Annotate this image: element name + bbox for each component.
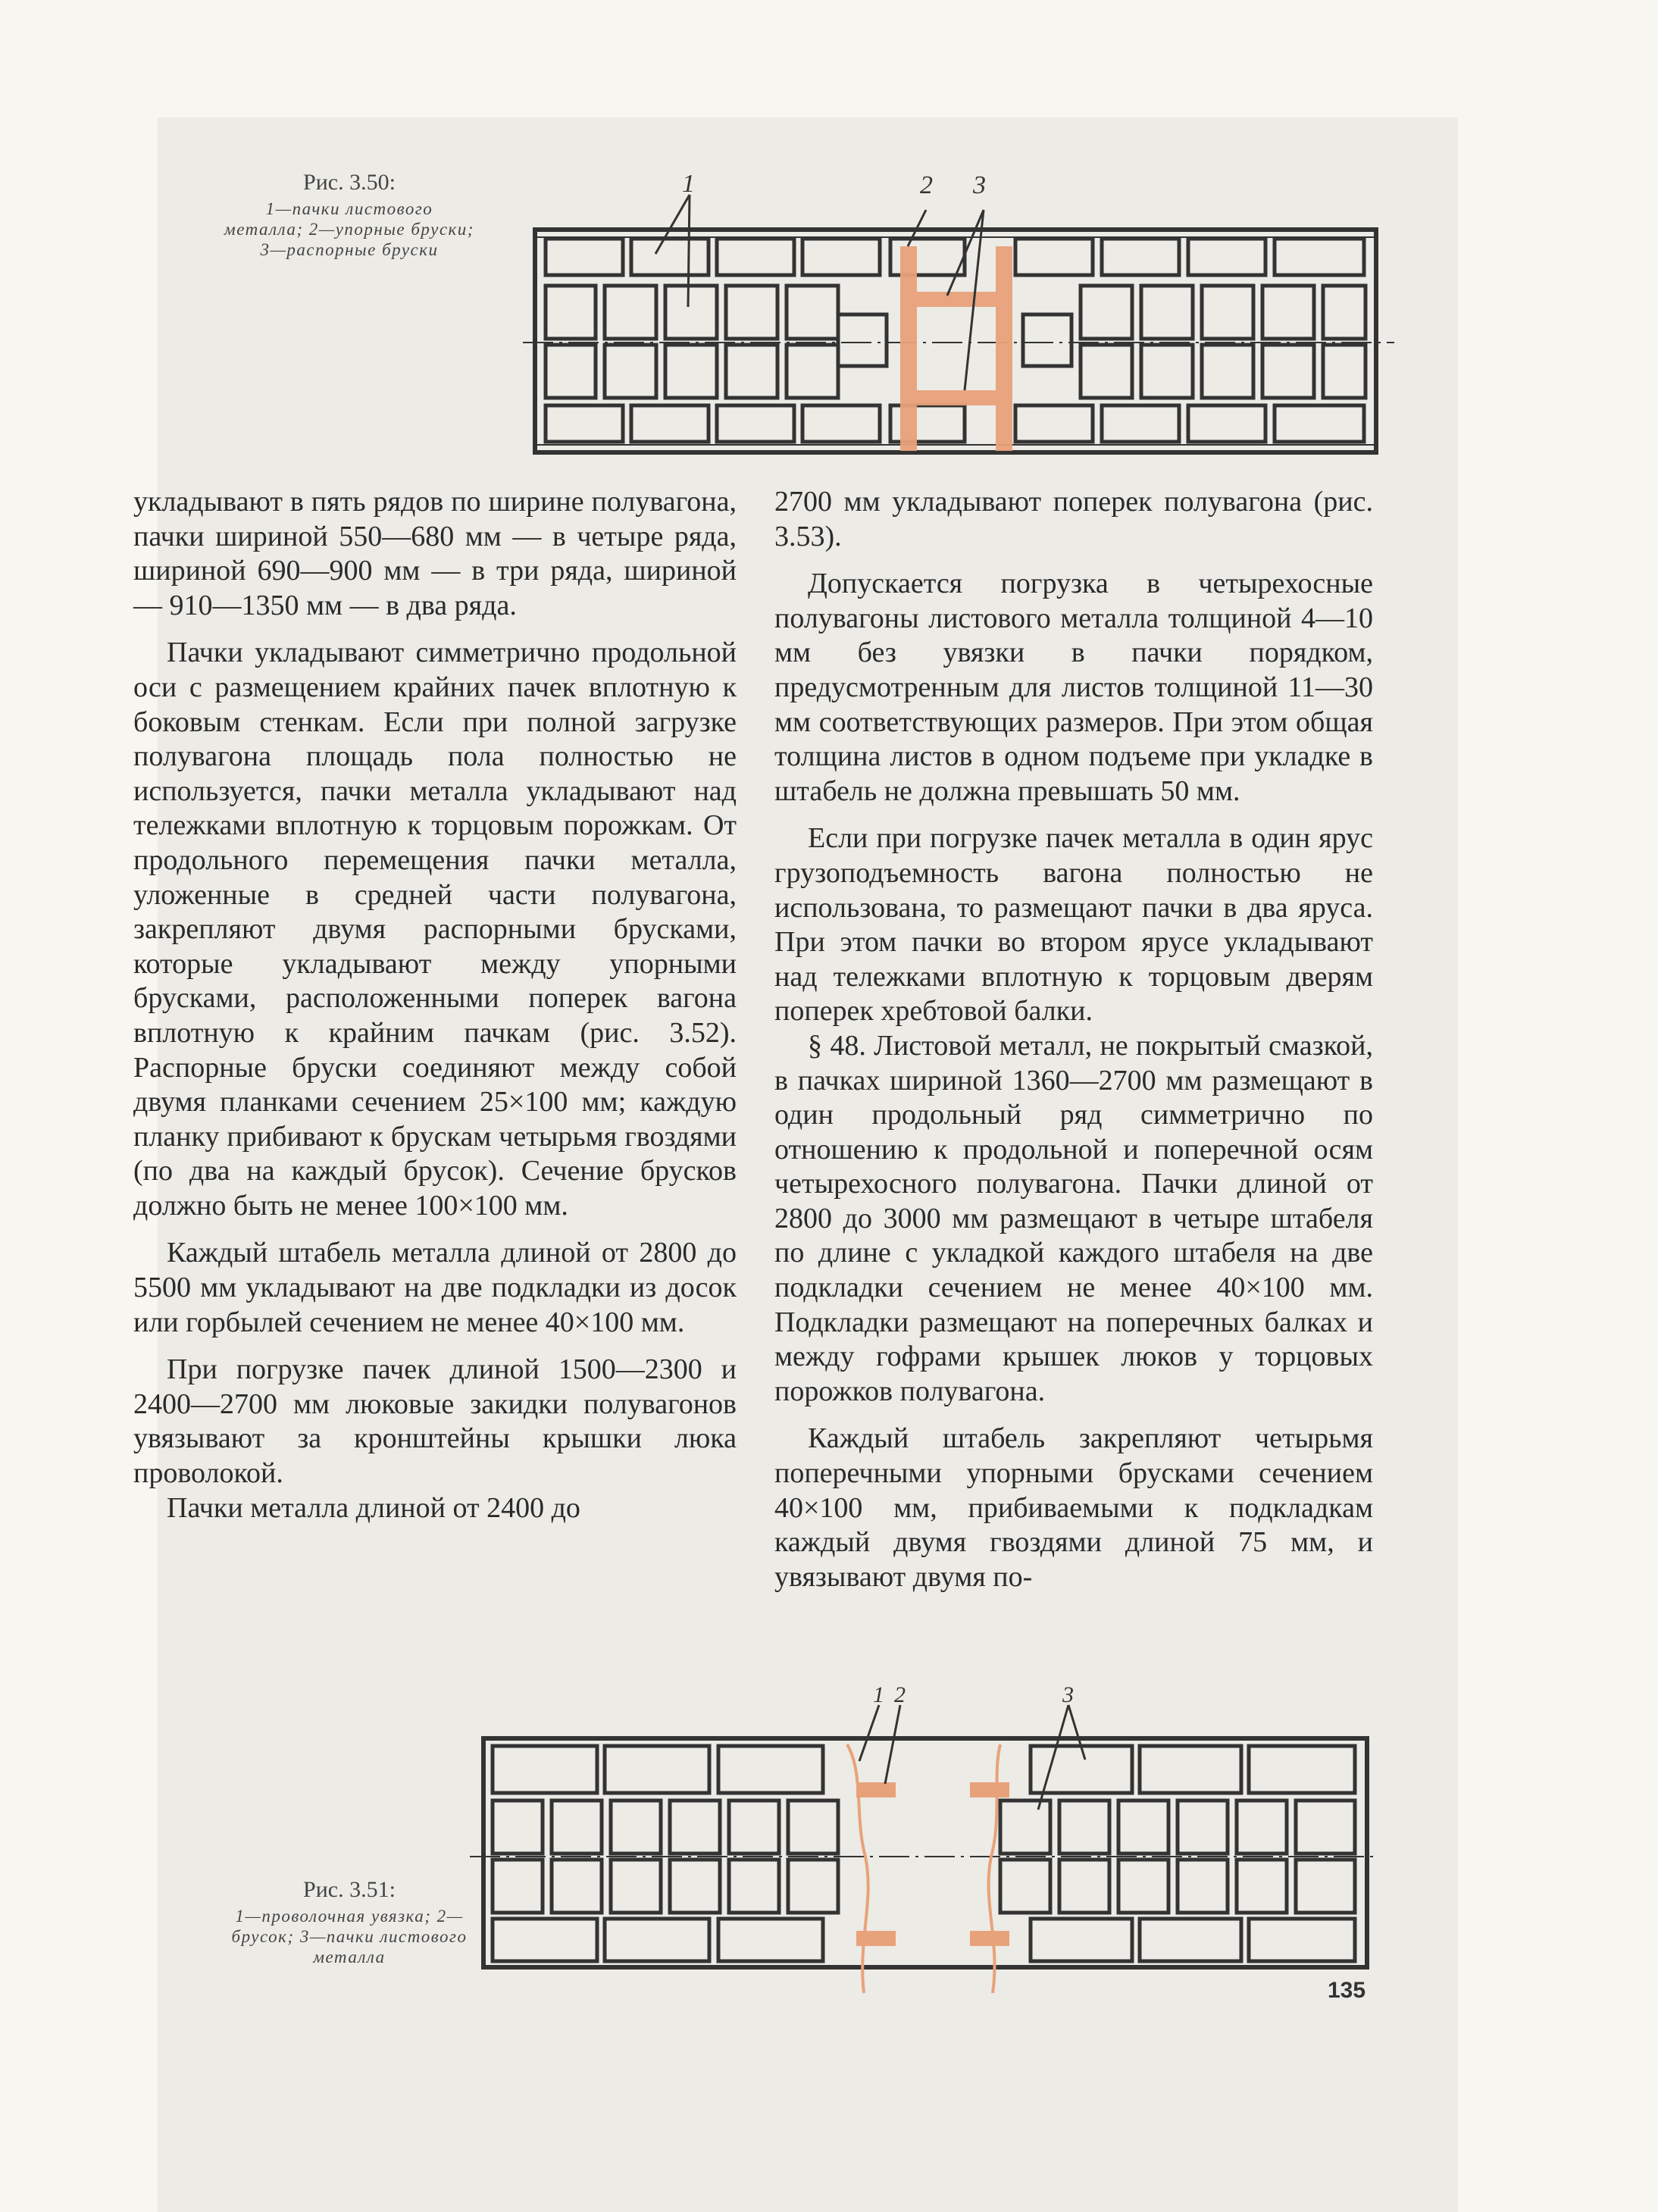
left-paragraph-3: Каждый штабель металла длиной от 2800 до 5500 мм укладывают на две подкладки из досок или горбылей сечением не менее 40×100 мм. <box>133 1237 737 1338</box>
right-paragraph-5: Каждый штабель закрепляют четырьмя поперечными упорными брусками сечением 40×100 мм, прибиваемыми к подкладкам каждый двумя гвоздями длиной 75 мм, и увязывают двумя по- <box>774 1422 1373 1593</box>
figure-bottom-label-2: 2 <box>894 1682 906 1707</box>
figure-top-caption-body: 1—пачки листового металла; 2—упорные бруски; 3—распорные бруски <box>224 199 474 259</box>
figure-bottom-diagram <box>470 1682 1379 2001</box>
figure-top-label-2: 2 <box>920 171 933 199</box>
figure-top-label-1: 1 <box>682 170 695 198</box>
figure-bottom-caption-head: Рис. 3.51: <box>303 1877 396 1902</box>
right-paragraph-3: Если при погрузке пачек металла в один ярус грузоподъемность вагона полностью не использована, то размещают пачки в два яруса. При этом пачки во втором ярусе укладывают над тележками вплотную к торцовым дверям поперек хребтовой балки. <box>774 822 1373 1028</box>
figure-bottom-label-3: 3 <box>1062 1682 1074 1707</box>
right-text-column <box>774 485 1373 1594</box>
figure-bottom-caption <box>224 1877 474 1967</box>
left-paragraph-4: При погрузке пачек длиной 1500—2300 и 2400—2700 мм люковые закидки полувагонов увязывают за кронштейны крышки люка проволокой. <box>133 1353 737 1490</box>
figure-bottom-caption-body: 1—проволочная увязка; 2—брусок; 3—пачки листового металла <box>231 1907 468 1966</box>
left-paragraph-2: Пачки укладывают симметрично продольной оси с размещением крайних пачек вплотную к боковым стенкам. Если при полной загрузке полувагона площадь пола полностью не используется, пачки металла укладывают над тележками вплотную к торцовым порожкам. От продольного перемещения пачки металла, уложенные в средней части полувагона, закрепляют двумя распорными брусками, которые укладывают между упорными брусками, расположенными поперек вагона вплотную к крайним пачкам (рис. 3.52). Распорные бруски соединяют между собой двумя планками сечением 25×100 мм; каждую планку прибивают к брускам четырьмя гвоздями (по два на каждый брусок). Сечение брусков должно быть не менее 100×100 мм. <box>133 637 737 1222</box>
left-paragraph-1: укладывают в пять рядов по ширине полувагона, пачки шириной 550—680 мм — в четыре ряда, шириной 690—900 мм — в три ряда, шириной — 910—1350 мм — в два ряда. <box>133 486 737 621</box>
right-paragraph-1: 2700 мм укладывают поперек полувагона (рис. 3.53). <box>774 486 1373 552</box>
left-paragraph-5: Пачки металла длиной от 2400 до <box>167 1491 580 1524</box>
figure-top-label-3: 3 <box>973 171 986 199</box>
figure-top-caption <box>224 170 474 260</box>
figure-top-caption-head: Рис. 3.50: <box>303 170 396 195</box>
left-text-column <box>133 485 737 1525</box>
figure-bottom-label-1: 1 <box>873 1682 884 1707</box>
page-number: 135 <box>1328 1978 1366 2003</box>
right-paragraph-4: § 48. Листовой металл, не покрытый смазкой, в пачках шириной 1360—2700 мм размещают в один продольный ряд симметрично по отношению к продольной и поперечной осям четырехосного полувагона. Пачки длиной от 2800 до 3000 мм размещают в четыре штабеля по длине с укладкой каждого штабеля на две подкладки сечением не менее 40×100 мм. Подкладки размещают на поперечных балках и между гофрами крышек люков у торцовых порожков полувагона. <box>774 1029 1373 1407</box>
figure-top-diagram <box>523 163 1394 466</box>
right-paragraph-2: Допускается погрузка в четырехосные полувагоны листового металла толщиной 4—10 мм без увязки в пачки порядком, предусмотренным для листов толщиной 11—30 мм соответствующих размеров. При этом общая толщина листов в одном подъеме при укладке в штабель не должна превышать 50 мм. <box>774 568 1373 807</box>
